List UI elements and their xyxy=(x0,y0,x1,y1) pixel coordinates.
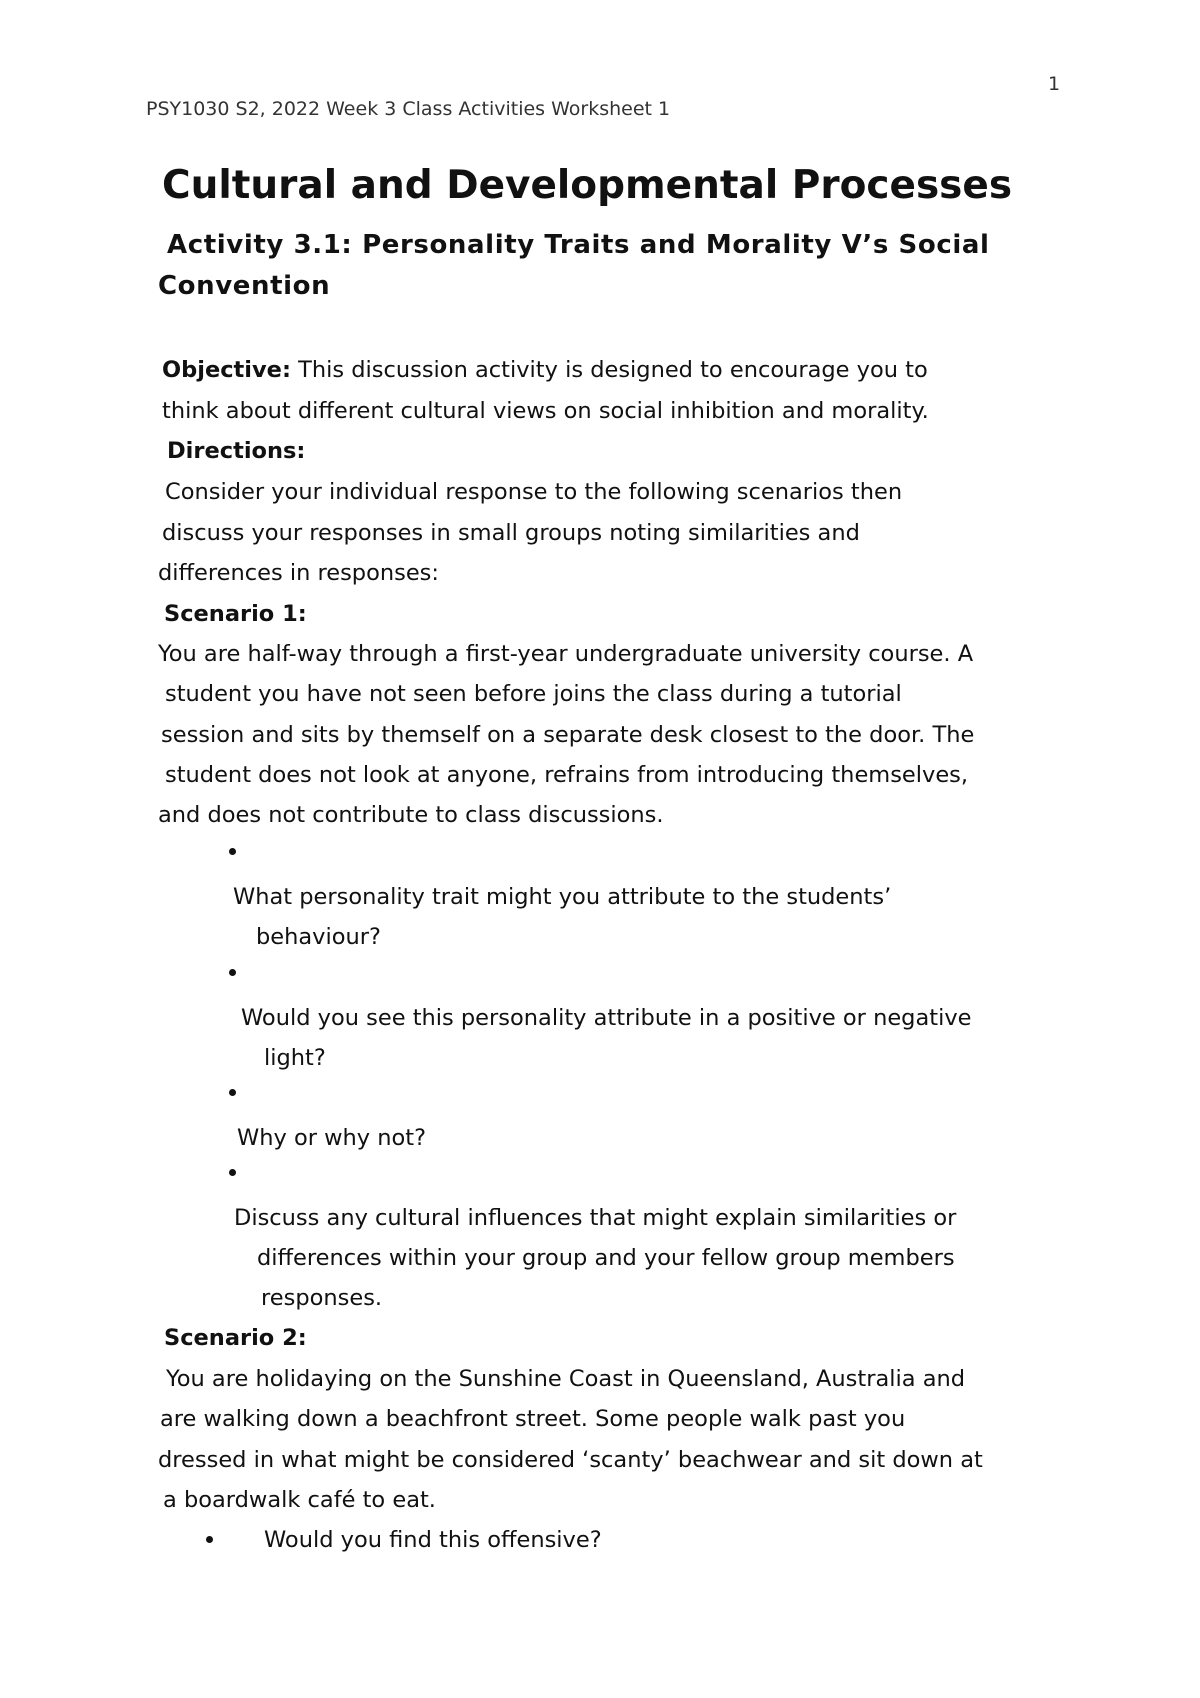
bullet-dot xyxy=(229,1089,236,1096)
question-line: Discuss any cultural influences that might explain similarities or xyxy=(234,1205,957,1231)
question-line: light? xyxy=(264,1045,326,1071)
scenario-1-line: session and sits by themself on a separate desk closest to the door. The xyxy=(161,722,975,748)
scenario-2-line: dressed in what might be considered ‘scanty’ beachwear and sit down at xyxy=(158,1447,983,1473)
scenario-1-line: and does not contribute to class discussions. xyxy=(158,802,664,828)
scenario-2-line: You are holidaying on the Sunshine Coast in Queensland, Australia and xyxy=(166,1366,966,1392)
page-number: 1 xyxy=(1048,73,1061,95)
scenario-1-line: You are half-way through a first-year undergraduate university course. A xyxy=(158,641,974,667)
scenario-2-line: are walking down a beachfront street. Some people walk past you xyxy=(160,1406,906,1432)
scenario-1-line: student does not look at anyone, refrains from introducing themselves, xyxy=(165,762,969,788)
activity-heading-line-1: Activity 3.1: Personality Traits and Morality V’s Social xyxy=(167,230,990,260)
directions-line: differences in responses: xyxy=(158,560,439,586)
question-line: responses. xyxy=(261,1285,383,1311)
question-line: behaviour? xyxy=(256,924,381,950)
objective-text: This discussion activity is designed to encourage you to xyxy=(290,357,928,383)
page-title: Cultural and Developmental Processes xyxy=(162,163,1013,208)
directions-line: Consider your individual response to the following scenarios then xyxy=(165,479,903,505)
scenario-1-label: Scenario 1: xyxy=(164,601,307,627)
question-line: Would you find this offensive? xyxy=(264,1527,602,1553)
bullet-dot xyxy=(229,1169,236,1176)
scenario-2-line: a boardwalk café to eat. xyxy=(163,1487,436,1513)
objective-paragraph-line-1 xyxy=(162,350,928,390)
bullet-dot xyxy=(229,848,236,855)
activity-heading-line-2: Convention xyxy=(158,271,331,301)
directions-label: Directions: xyxy=(167,438,306,464)
objective-label: Objective: xyxy=(162,357,291,383)
question-line: Why or why not? xyxy=(237,1125,427,1151)
document-header: PSY1030 S2, 2022 Week 3 Class Activities Worksheet 1 xyxy=(146,98,671,120)
directions-line: discuss your responses in small groups noting similarities and xyxy=(162,520,860,546)
scenario-1-line: student you have not seen before joins the class during a tutorial xyxy=(165,681,902,707)
objective-paragraph-line-2: think about different cultural views on social inhibition and morality. xyxy=(162,398,929,424)
question-line: What personality trait might you attribute to the students’ xyxy=(233,884,892,910)
question-line: differences within your group and your fellow group members xyxy=(257,1245,955,1271)
question-line: Would you see this personality attribute in a positive or negative xyxy=(241,1005,972,1031)
bullet-dot xyxy=(206,1536,213,1543)
scenario-2-label: Scenario 2: xyxy=(164,1325,307,1351)
bullet-dot xyxy=(229,969,236,976)
